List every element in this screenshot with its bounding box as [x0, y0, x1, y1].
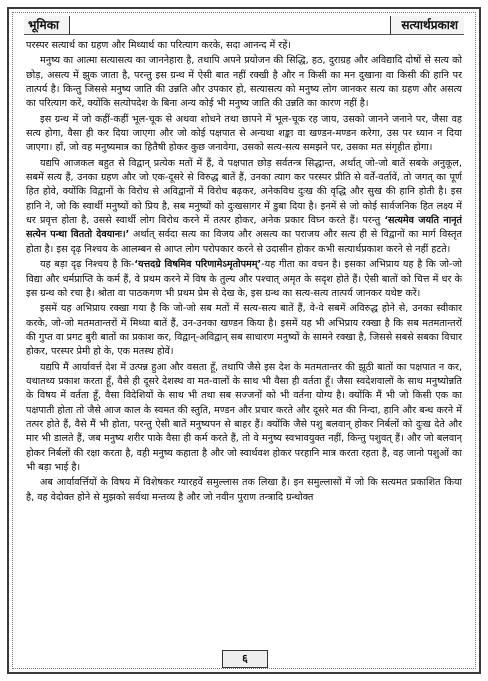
- running-header: [24, 16, 464, 36]
- paragraph-text: अब आर्यावर्त्तियों के विषय में विशेषकर ग्यारहवें समुल्लास तक लिखा है। इन समुल्लासों में जो कि सत्यमत प्रकाशित किया है, वह वेदोक्त होने से मुझको सर्वथा मन्तव्य है और जो नवीन पुराण तन्त्रादि ग्रन्थोक्त: [26, 477, 462, 503]
- paragraph-text: यह बड़ा दृढ़ निश्चय है कि-: [40, 259, 135, 271]
- paragraph: [26, 54, 462, 111]
- paragraph-text: अर्थात् सर्वदा सत्य का विजय और असत्य का पराजय और सत्य ही से विद्वानों का मार्ग विस्तृत होता है। इस दृढ़ निश्चय के आलम्बन से आप्त लोग परोपकार करने से उदासीन होकर कभी सत्यार्थप्रकाश करने से नहीं हटते।: [26, 229, 462, 255]
- page-footer: [0, 650, 488, 670]
- paragraph: [26, 258, 462, 301]
- paragraph-text: मनुष्य का आत्मा सत्यासत्य का जाननेहारा है, तथापि अपने प्रयोजन की सिद्धि, हठ, दुराग्रह और अविद्यादि दोषों से सत्य को छोड़, असत्य में झुक जाता है, परन्तु इस ग्रन्थ में ऐसी बात नहीं रक्खी है और न किसी का मन दुखाना वा किसी की हानि पर तात्पर्य है। किन्तु जिससे मनुष्य जाति की उन्नति और उपकार हो, सत्यासत्य को मनुष्य लोग जानकर सत्य का ग्रहण और असत्य का परित्याग करें, क्योंकि सत्योपदेश के बिना अन्य कोई भी मनुष्य जाति की उन्नति का कारण नहीं है।: [26, 55, 462, 110]
- paragraph-text: यद्यपि मैं आर्यावर्त्त देश में उत्पन्न हुआ और वसता हूँ, तथापि जैसे इस देश के मतमतान्तर की झूठी बातों का पक्षपात न कर, यथातथ्य प्रकाश करता हूँ, वैसे ही दूसरे देशस्थ वा मत-वालों के साथ भी वैसा ही वर्तता हूँ। जैसा स्वदेशवालों के साथ मनुष्योन्नति के विषय में वर्तता हूँ, वैसा विदेशियों के साथ भी तथा सब सज्जनों को भी वर्तना योग्य है। क्योंकि मैं भी जो किसी एक का पक्षपाती होता तो जैसे आज काल के स्वमत की स्तुति, मण्डन और प्रचार करते और दूसरे मत की निन्दा, हानि और बन्ध करने में तत्पर होते हैं, वैसे मैं भी होता, परन्तु ऐसी बातें मनुष्यपन से बाहर हैं। क्योंकि जैसे पशु बलवान् होकर निर्बलों को दुःख देते और मार भी डालते हैं, जब मनुष्य शरीर पाके वैसा ही कर्म करते हैं, तो वे मनुष्य स्वभावयुक्त नहीं, किन्तु पशुवत् हैं। और जो बलवान् होकर निर्बलों की रक्षा करता है, वही मनुष्य कहाता है और जो स्वार्थवश होकर परहानि मात्र करता रहता है, वह जानो पशुओं का भी बड़ा भाई है।: [26, 361, 462, 473]
- section-label: भूमिका: [24, 16, 70, 35]
- paragraph: [26, 157, 462, 257]
- page-number: ६: [222, 650, 268, 668]
- paragraph: [26, 476, 462, 505]
- paragraph-text: -यह गीता का वचन है। इसका अभिप्राय यह है कि जो-जो विद्या और धर्मप्राप्ति के कर्म हैं, वे प्रथम करने में विष के तुल्य और पश्चात् अमृत के सदृश होते हैं। ऐसी बातों को चित्त में धर के इस ग्रन्थ को रचा है। श्रोता वा पाठकगण भी प्रथम प्रेम से देख के, इस ग्रन्थ का सत्य-सत्य तात्पर्य जानकर यथेष्ट करें।: [26, 259, 462, 299]
- paragraph: [26, 39, 462, 53]
- paragraph-text: इस ग्रन्थ में जो कहीं-कहीं भूल-चूक से अथवा शोधने तथा छापने में भूल-चूक रह जाय, उसको जानने जनाने पर, जैसा वह सत्य होगा, वैसा ही कर दिया जाएगा और जो कोई पक्षपात से अन्यथा शङ्का वा खण्डन-मण्डन करेगा, उस पर ध्यान न दिया जाएगा। हाँ, जो वह मनुष्यमात्र का हितैषी होकर कुछ जनावेगा, उसको सत्य-सत्य समझने पर, उसका मत संगृहीत होगा।: [26, 113, 462, 154]
- quotation: ‘यत्तदग्रे विषमिव परिणामेऽमृतोपमम्’: [134, 259, 262, 271]
- paragraph: [26, 361, 462, 476]
- header-rule: [24, 34, 464, 35]
- body-text: [26, 39, 462, 645]
- paragraph-text: इसमें यह अभिप्राय रक्खा गया है कि जो-जो सब मतों में सत्य-सत्य बातें हैं, वे-वे सबमें अविरुद्ध होने से, उनका स्वीकार करके, जो-जो मतमतान्तरों में मिथ्या बातें हैं, उन-उनका खण्डन किया है। इसमें यह भी अभिप्राय रक्खा है कि सब मतमतान्तरों की गुप्त वा प्रगट बुरी बातों का प्रकाश कर, विद्वान्-अविद्वान् सब साधारण मनुष्यों के सामने रक्खा है, जिससे सबसे सबका विचार होकर, परस्पर प्रेमी हो के, एक मतस्थ होवें।: [26, 303, 462, 358]
- book-title-label: सत्यार्थप्रकाश: [390, 16, 464, 35]
- paragraph: [26, 302, 462, 359]
- paragraph-text: यद्यपि आजकल बहुत से विद्वान् प्रत्येक मतों में हैं, वे पक्षपात छोड़ सर्वतन्त्र सिद्धान्त, अर्थात् जो-जो बातें सबके अनुकूल, सबमें सत्य हैं, उनका ग्रहण और जो एक-दूसरे से विरुद्ध बातें हैं, उनका त्याग कर परस्पर प्रीति से वर्तें-वर्तावें, तो जगत् का पूर्ण हित होवे, क्योंकि विद्वानों के विरोध से अविद्वानों में विरोध बढ़कर, अनेकविध दुःख की वृद्धि और सुख की हानि होती है। इस हानि ने, जो कि स्वार्थी मनुष्यों को प्रिय है, सब मनुष्यों को दुःखसागर में डुबा दिया है। इनमें से जो कोई सार्वजनिक हित लक्ष्य में धर प्रवृत्त होता है, उससे स्वार्थी लोग विरोध करने में तत्पर होकर, अनेक प्रकार विघ्न करते हैं। परन्तु: [26, 157, 462, 227]
- paragraph: [26, 113, 462, 156]
- quotation: ‘सत्यमेव जयति नानृतं सत्येन पन्था विततो देवयानः।’: [26, 215, 462, 241]
- paragraph-text: परस्पर सत्यार्थ का ग्रहण और मिथ्यार्थ का परित्याग करके, सदा आनन्द में रहें।: [26, 40, 291, 51]
